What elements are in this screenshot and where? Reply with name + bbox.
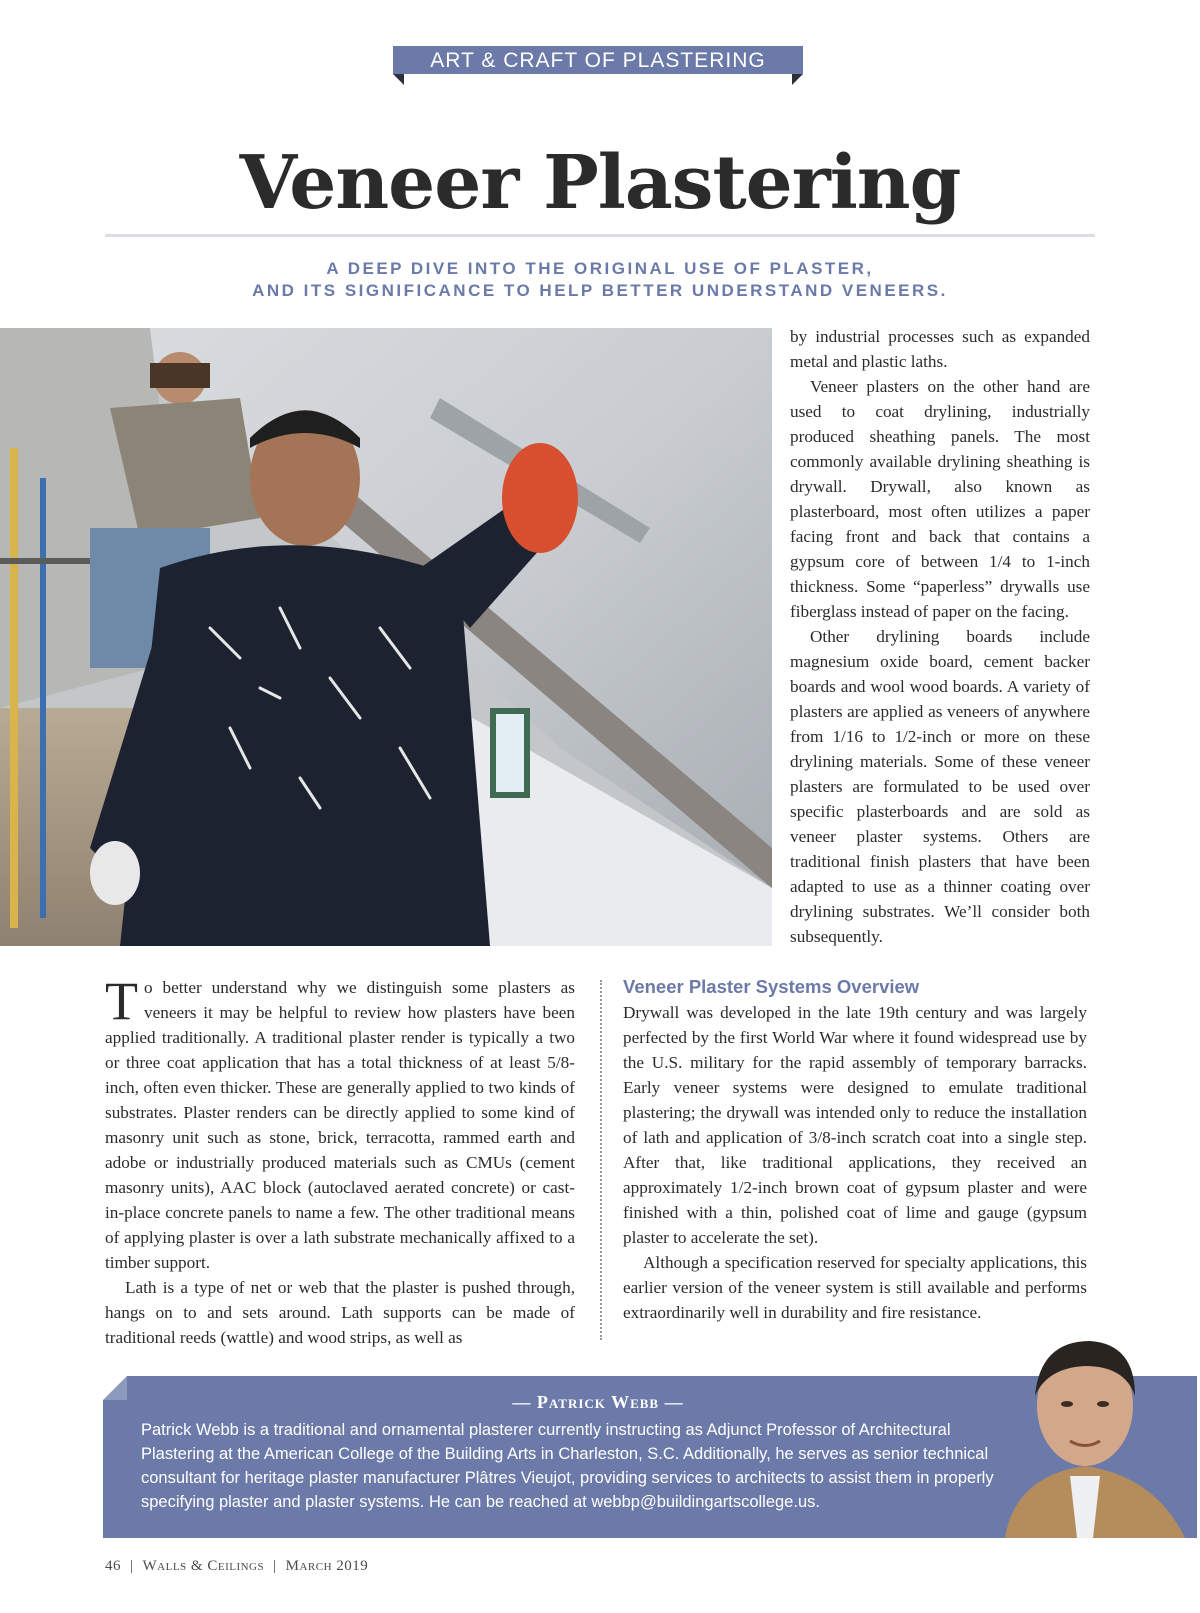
author-headshot [985, 1326, 1200, 1538]
banner-fold-right [792, 74, 803, 85]
magazine-name: Walls & Ceilings [142, 1558, 265, 1574]
page-number: 46 [105, 1558, 121, 1574]
paragraph: by industrial processes such as expanded metal and plastic laths. [790, 327, 1090, 371]
footer-separator: | [130, 1558, 134, 1574]
title-divider [105, 234, 1095, 237]
footer-separator: | [273, 1558, 277, 1574]
column-right-top [790, 324, 1090, 949]
subtitle-line-2: AND ITS SIGNIFICANCE TO HELP BETTER UNDERSTAND VENEERS. [252, 281, 948, 300]
column-right-bottom [623, 975, 1087, 1325]
plasterer-photo [0, 328, 772, 946]
paragraph: o better understand why we distinguish some plasters as veneers it may be helpful to review how plasters have been applied traditionally. A traditional plaster render is typically a two or three coat application that has a total thickness of at least 5/8-inch, often even thicker. These are generally applied to two kinds of substrates. Plaster renders can be directly applied to some kind of masonry unit such as stone, brick, terracotta, rammed earth and adobe or industrially produced materials such as CMUs (cement masonry units), AAC block (autoclaved aerated concrete) or cast-in-place concrete panels to name a few. The other traditional means of applying plaster is over a lath substrate mechanically affixed to a timber support. [105, 978, 575, 1272]
issue-date: March 2019 [285, 1558, 369, 1574]
paragraph: Although a specification reserved for specialty applications, this earlier version of the veneer system is still available and performs extraordinarily well in durability and fire resistance. [623, 1253, 1087, 1322]
paragraph: Drywall was developed in the late 19th century and was largely perfected by the first World War where it found widespread use by the U.S. military for the rapid assembly of temporary barracks. Early veneer systems were designed to emulate traditional plastering; the drywall was intended only to reduce the installation of lath and application of 3/8-inch scratch coat into a single step. After that, like traditional applications, they received an approximately 1/2-inch brown coat of gypsum plaster and were finished with a thin, polished coat of lime and gauge (gypsum plaster to accelerate the set). [623, 1003, 1087, 1247]
paragraph: Veneer plasters on the other hand are used to coat drylining, industrially produced sheathing panels. The most commonly available drylining sheathing is drywall. Drywall, also known as plasterboard, most often utilizes a paper facing front and back that contains a gypsum core of between 1/4 to 1-inch thickness. Some “paperless” drywalls use fiberglass instead of paper on the facing. [790, 377, 1090, 621]
subtitle-line-1: A DEEP DIVE INTO THE ORIGINAL USE OF PLASTER, [326, 259, 874, 278]
paragraph: Lath is a type of net or web that the plaster is pushed through, hangs on to and sets around. Lath supports can be made of traditional reeds (wattle) and wood strips, as well as [105, 1278, 575, 1347]
author-bio-text: Patrick Webb is a traditional and ornamental plasterer currently instructing as Adjunct Professor of Architectural Plastering at the American College of the Building Arts in Charleston, S.C. Additionally, he serves as senior technical consultant for heritage plaster manufacturer Plâtres Vieujot, providing services to architects to assist them in properly specifying plaster and plaster systems. He can be reached at webbp@buildingartscollege.us. [141, 1421, 994, 1511]
column-divider [600, 980, 602, 1340]
drop-cap: T [105, 971, 138, 1031]
section-heading: Veneer Plaster Systems Overview [623, 976, 920, 997]
article-subtitle [0, 258, 1200, 302]
column-left [105, 971, 575, 1350]
article-title: Veneer Plastering [239, 140, 961, 226]
page-footer [105, 1558, 368, 1575]
author-name: — Patrick Webb — [512, 1392, 684, 1412]
banner-fold-left [393, 74, 404, 85]
paragraph: Other drylining boards include magnesium oxide board, cement backer boards and wool wood boards. A variety of plasters are applied as veneers of anywhere from 1/16 to 1/2-inch or more on these drylining materials. Some of these veneer plasters are formulated to be used over specific plasterboards and are sold as veneer plaster systems. Others are traditional finish plasters that have been adapted to use as a thinner coating over drylining substrates. We’ll consider both subsequently. [790, 627, 1090, 946]
section-banner: ART & CRAFT OF PLASTERING [393, 46, 803, 74]
